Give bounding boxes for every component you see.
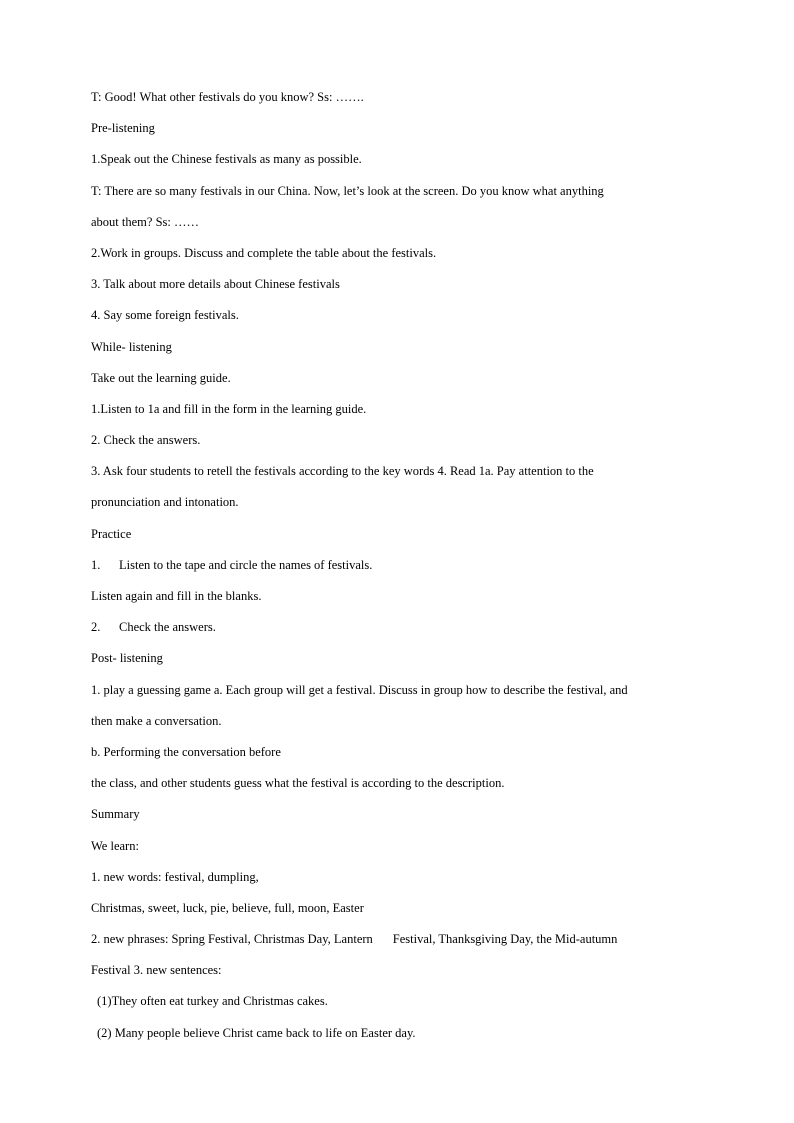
text-line: pronunciation and intonation. — [91, 495, 239, 510]
text-line — [91, 924, 711, 955]
text-line: 2.Work in groups. Discuss and complete the table about the festivals. — [91, 245, 437, 260]
text-line: 1.Listen to 1a and fill in the form in the learning guide. — [91, 401, 367, 416]
text-line: then make a conversation. — [91, 713, 222, 728]
section-heading: Practice — [91, 526, 132, 541]
text-line: 3. Talk about more details about Chinese festivals — [91, 277, 340, 292]
text-line: 4. Say some foreign festivals. — [91, 308, 239, 323]
text-line: 2. Check the answers. — [91, 433, 201, 448]
text-line: the class, and other students guess what the festival is according to the description. — [91, 776, 505, 791]
text-line: 1. new words: festival, dumpling, — [91, 869, 259, 884]
item-number: 1. — [91, 557, 101, 572]
example-sentence: (2) Many people believe Christ came back to life on Easter day. — [97, 1025, 416, 1040]
text-line: Take out the learning guide. — [91, 370, 231, 385]
text-line: Listen again and fill in the blanks. — [91, 589, 262, 603]
lesson-text — [91, 82, 711, 1049]
text-line: T: There are so many festivals in our China. Now, let’s look at the screen. Do you know what anything — [91, 183, 604, 198]
text-line: T: Good! What other festivals do you know? Ss: ……. — [91, 90, 364, 104]
text-line: Christmas, sweet, luck, pie, believe, full, moon, Easter — [91, 900, 364, 915]
item-text: Listen to the tape and circle the names of festivals. — [119, 557, 373, 572]
example-sentence: (1)They often eat turkey and Christmas cakes. — [97, 994, 328, 1009]
text-line: 3. Ask four students to retell the festivals according to the key words 4. Read 1a. Pay attention to the — [91, 464, 594, 479]
section-heading: Summary — [91, 807, 140, 822]
section-heading: Post- listening — [91, 651, 163, 666]
text-line: 1. play a guessing game a. Each group will get a festival. Discuss in group how to describe the festival, and — [91, 682, 628, 697]
text-line: 1.Speak out the Chinese festivals as many as possible. — [91, 152, 362, 167]
text-line: We learn: — [91, 838, 139, 853]
text-part: 2. new phrases: Spring Festival, Christmas Day, Lantern — [91, 932, 373, 947]
numbered-item — [91, 550, 711, 581]
item-number: 2. — [91, 620, 101, 635]
numbered-item — [91, 612, 711, 643]
section-heading: While- listening — [91, 339, 172, 354]
text-part: Festival, Thanksgiving Day, the Mid-autumn — [392, 932, 618, 947]
text-line: b. Performing the conversation before — [91, 744, 281, 759]
item-text: Check the answers. — [119, 620, 216, 635]
section-heading: Pre-listening — [91, 121, 155, 136]
text-line: Festival 3. new sentences: — [91, 963, 222, 978]
text-line: about them? Ss: …… — [91, 214, 199, 229]
